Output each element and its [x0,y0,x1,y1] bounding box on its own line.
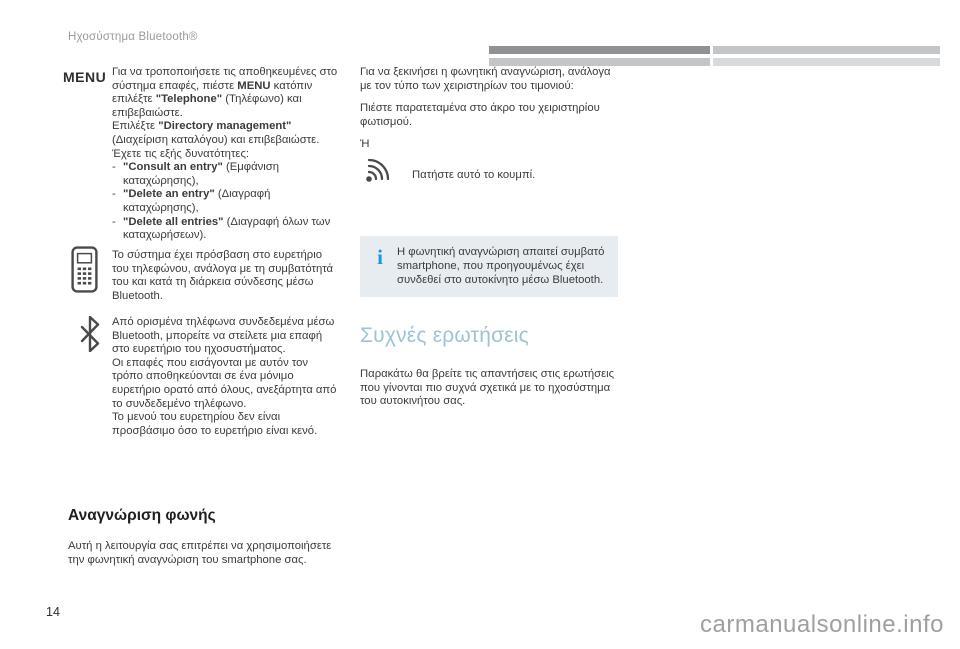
list-item [112,216,340,243]
list-item [112,161,340,188]
bluetooth-icon [79,316,101,357]
voice-recognition-body: Αυτή η λειτουργία σας επιτρέπει να χρησιμοποιήσετε την φωνητική αναγνώριση του smartphone σας. [68,540,332,566]
paragraph: Οι επαφές που εισάγονται με αυτόν τον τρόπο αποθηκεύονται σε ένα μόνιμο ευρετήριο ορατό από όλους, ανεξάρτητα από το συνδεδεμένο τηλέφωνο. [112,356,337,410]
paragraph: Έχετε τις εξής δυνατότητες: [112,147,250,160]
info-icon: i [377,245,383,269]
or-label: Ή [360,138,370,150]
stripe-segment [713,46,940,54]
stripe-row [489,58,940,66]
list-item [112,188,340,215]
paragraph: Από ορισμένα τηλέφωνα συνδεδεμένα μέσω Bluetooth, μπορείτε να στείλετε μια επαφή στο ευρετήριο του ηχοσυστήματος. [112,316,335,356]
info-box-text: Η φωνητική αναγνώριση απαιτεί συμβατό smartphone, που προηγουμένως έχει συνδεθεί στο αυτοκίνητο μέσω Bluetooth. [397,246,605,286]
page-number: 14 [46,605,60,619]
voice-recognition-heading: Αναγνώριση φωνής [68,507,216,524]
voice-command-icon [362,151,398,190]
stripe-row [489,46,940,54]
bluetooth-contacts-note [112,316,340,438]
paragraph: Επιλέξτε "Directory management" (Διαχείριση καταλόγου) και επιβεβαιώστε. [112,120,320,146]
mobile-phone-icon [71,246,98,298]
paragraph: Για να τροποποιήσετε τις αποθηκευμένες στο σύστημα επαφές, πιέστε MENU κατόπιν επιλέξτε "Telephone" (Τηλέφωνο) και επιβεβαιώστε. [112,66,338,119]
stripe-segment [489,58,710,66]
voice-button-note: Πατήστε αυτό το κουμπί. [412,169,536,181]
voice-start-step: Πιέστε παρατεταμένα στο άκρο του χειριστηρίου φωτισμού. [360,102,600,128]
info-box [360,236,618,297]
faq-section-intro: Παρακάτω θα βρείτε τις απαντήσεις στις ερωτήσεις που γίνονται πιο συχνά σχετικά με το ηχοσύστημα του αυτοκινήτου σας. [360,368,615,408]
phone-directory-note: Το σύστημα έχει πρόσβαση στο ευρετήριο του τηλεφώνου, ανάλογα με τη συμβατότητά του και κατά τη διάρκεια σύνδεσης μέσω Bluetooth. [112,249,334,302]
menu-button-icon: MENU [63,69,107,85]
list-dash: - [112,215,116,228]
watermark: carmanualsonline.info [700,611,944,638]
directory-management-instructions [112,66,340,243]
list-item-text: "Delete all entries" (Διαγραφή όλων των καταχωρήσεων). [123,215,331,242]
list-item-text: "Delete an entry" (Διαγραφή καταχώρησης), [123,188,271,214]
faq-section-heading: Συχνές ερωτήσεις [360,324,529,347]
stripe-segment [713,58,940,66]
list-dash: - [112,188,116,201]
list-item-text: "Consult an entry" (Εμφάνιση καταχώρησης), [123,161,280,187]
stripe-segment [489,46,710,54]
voice-start-intro: Για να ξεκινήσει η φωνητική αναγνώριση, ανάλογα με τον τύπο των χειριστηρίων του τιμονιού: [360,66,611,92]
chapter-title: Ηχοσύστημα Bluetooth® [68,31,198,43]
paragraph: Το μενού του ευρετηρίου δεν είναι προσβάσιμο όσο το ευρετήριο είναι κενό. [112,411,318,437]
list-dash: - [112,161,116,174]
